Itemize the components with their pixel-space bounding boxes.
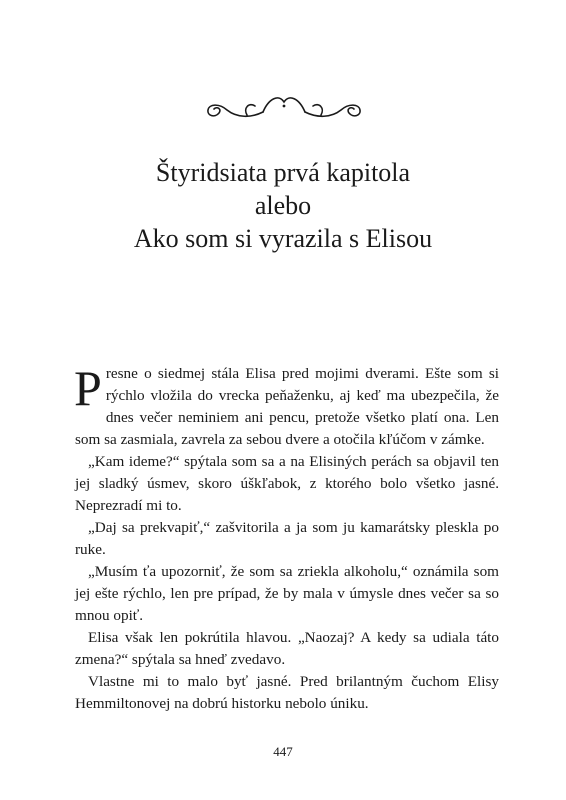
paragraph-3: „Daj sa prekvapiť,“ zašvitorila a ja som ju kamarátsky pleskla po ruke. (75, 519, 499, 558)
chapter-title-line-2: alebo (254, 191, 312, 220)
flourish-ornament-icon (203, 88, 365, 122)
page-number: 447 (273, 744, 293, 759)
chapter-title (0, 156, 566, 255)
chapter-body (74, 360, 499, 715)
paragraph-1 (74, 360, 499, 451)
chapter-title-line-3: Ako som si vyrazila s Elisou (133, 224, 433, 253)
paragraph-5: Elisa však len pokrútila hlavou. „Naozaj? A kedy sa udiala táto zmena?“ spýtala sa hneď zvedavo. (75, 629, 499, 668)
paragraph-2: „Kam ideme?“ spýtala som sa a na Elisiných perách sa objavil ten jej sladký úsmev, skoro úškľabok, z ktorého bolo všetko jasné. Neprezradí mi to. (75, 453, 499, 514)
paragraph-4: „Musím ťa upozorniť, že som sa zriekla alkoholu,“ oznámila som jej ešte rýchlo, len pre prípad, že by mala v úmysle dnes večer sa so mnou opiť. (75, 563, 499, 624)
paragraph-6: Vlastne mi to malo byť jasné. Pred brilantným čuchom Elisy Hemmiltonovej na dobrú historku nebolo úniku. (75, 673, 499, 712)
drop-cap: P (74, 360, 102, 416)
paragraph-1-text: resne o siedmej stála Elisa pred mojimi dverami. Ešte som si rýchlo vložila do vrecka peňaženku, aj keď ma ubezpečila, že dnes večer neminiem ani pencu, pretože všetko platí ona. Len som sa zasmiala, zavrela za sebou dvere a otočila kľúčom v zámke. (75, 365, 499, 448)
chapter-title-line-1: Štyridsiata prvá kapitola (155, 158, 411, 187)
